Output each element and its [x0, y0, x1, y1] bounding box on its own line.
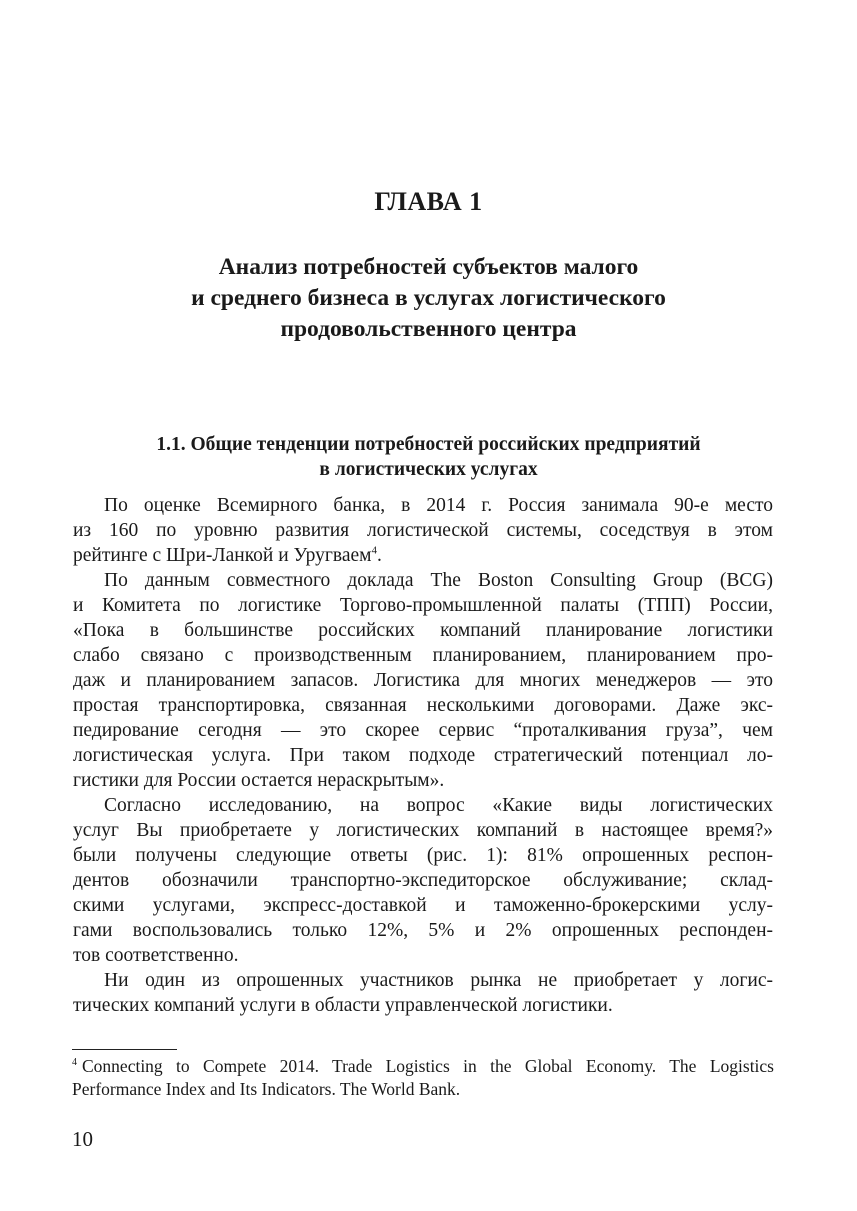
- footnote: [72, 1055, 774, 1101]
- text-line: были получены следующие ответы (рис. 1): 81% опрошенных респон-: [73, 845, 773, 866]
- text-line: Ни один из опрошенных участников рынка не приобретает у логис-: [104, 970, 773, 991]
- text-line: тов соответственно.: [73, 945, 239, 966]
- section-title: [0, 432, 857, 482]
- footnote-text: Connecting to Compete 2014. Trade Logistics in the Global Economy. The Logistics: [82, 1056, 774, 1076]
- text-line: логистическая услуга. При таком подходе стратегический потенциал ло-: [73, 745, 773, 766]
- text-line: «Пока в большинстве российских компаний планирование логистики: [73, 620, 773, 641]
- footnote-divider: [72, 1049, 177, 1050]
- section-title-line: в логистических услугах: [319, 459, 538, 480]
- chapter-title-line: и среднего бизнеса в услугах логистического: [191, 285, 666, 311]
- text-line: Согласно исследованию, на вопрос «Какие виды логистических: [104, 795, 773, 816]
- body-text: [73, 493, 773, 1018]
- text-line: скими услугами, экспресс-доставкой и таможенно-брокерскими услу-: [73, 895, 773, 916]
- footnote-line: Performance Index and Its Indicators. The World Bank.: [72, 1079, 461, 1099]
- footnote-number: 4: [72, 1057, 77, 1069]
- text-line: [73, 543, 773, 568]
- text-line: из 160 по уровню развития логистической системы, соседствуя в этом: [73, 520, 773, 541]
- text-line: гистики для России остается нераскрытым».: [73, 770, 445, 791]
- chapter-title-line: Анализ потребностей субъектов малого: [218, 254, 639, 280]
- text-line: дентов обозначили транспортно-экспедиторское обслуживание; склад-: [73, 870, 773, 891]
- chapter-label: ГЛАВА 1: [374, 187, 483, 216]
- footnote-reference[interactable]: 4: [371, 544, 377, 557]
- text-line: даж и планированием запасов. Логистика для многих менеджеров — это: [73, 670, 773, 691]
- section-title-line: 1.1. Общие тенденции потребностей российских предприятий: [156, 434, 701, 455]
- text-line: педирование сегодня — это скорее сервис “проталкивания груза”, чем: [73, 720, 773, 741]
- paragraph-4: [73, 968, 773, 1018]
- page-number: 10: [72, 1127, 93, 1151]
- chapter-title: [0, 252, 857, 345]
- text-line: услуг Вы приобретаете у логистических компаний в настоящее время?»: [73, 820, 773, 841]
- chapter-title-line: продовольственного центра: [280, 316, 577, 342]
- text-line: По оценке Всемирного банка, в 2014 г. Россия занимала 90-е место: [104, 495, 773, 516]
- text-line: По данным совместного доклада The Boston Consulting Group (BCG): [104, 570, 773, 591]
- text-line-end: .: [377, 545, 382, 566]
- text-line: слабо связано с производственным планированием, планированием про-: [73, 645, 773, 666]
- text-line-content: рейтинге с Шри-Ланкой и Уругваем: [73, 545, 372, 566]
- text-line: гами воспользовались только 12%, 5% и 2% опрошенных респонден-: [73, 920, 773, 941]
- paragraph-1: [73, 493, 773, 568]
- text-line: и Комитета по логистике Торгово-промышленной палаты (ТПП) России,: [73, 595, 773, 616]
- footnote-line: [72, 1055, 774, 1078]
- text-line: тических компаний услуги в области управленческой логистики.: [73, 995, 613, 1016]
- text-line: простая транспортировка, связанная несколькими договорами. Даже экс-: [73, 695, 773, 716]
- paragraph-3: [73, 793, 773, 968]
- paragraph-2: [73, 568, 773, 793]
